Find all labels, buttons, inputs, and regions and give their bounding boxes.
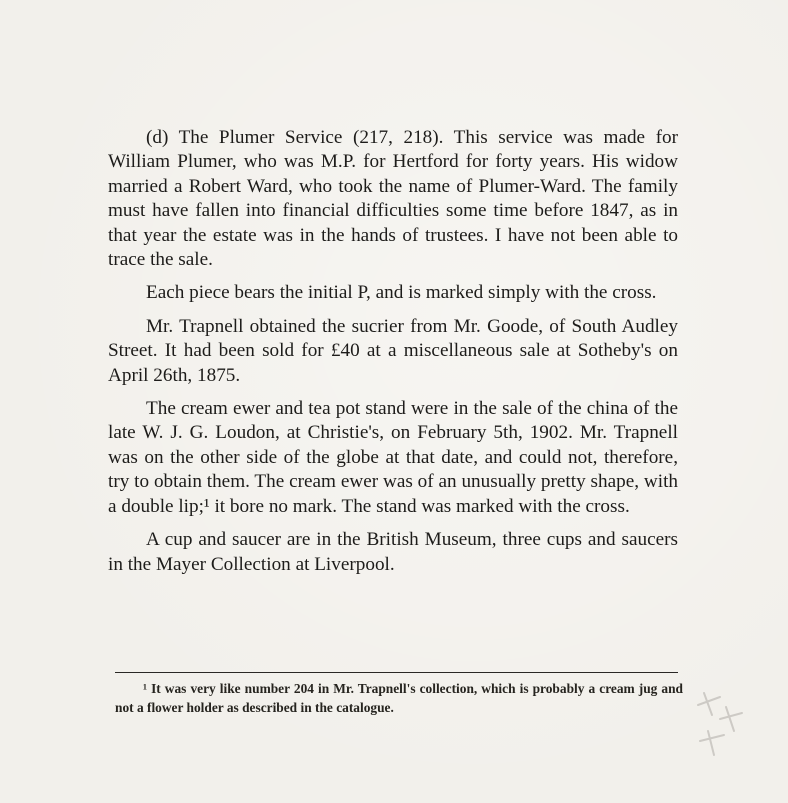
paragraph-plumer-service: (d) The Plumer Service (217, 218). This service was made for William Plumer, who was M.P. for Hertford for forty years. His widow married a Robert Ward, who took the name of Plumer-Ward. The family must have fallen into financial difficulties some time before 1847, as in that year the estate was in the hands of trustees. I have not been able to trace the sale. (108, 127, 678, 271)
body-text (108, 126, 678, 586)
paragraph-initial-p: Each piece bears the initial P, and is marked simply with the cross. (146, 282, 657, 304)
paragraph-sucrier: Mr. Trapnell obtained the sucrier from Mr. Goode, of South Audley Street. It had been sold for £40 at a miscellaneous sale at Sotheby's on April 26th, 1875. (108, 315, 678, 386)
footnote-divider (115, 672, 678, 673)
paragraph-cup-and-saucer: A cup and saucer are in the British Museum, three cups and saucers in the Mayer Collection at Liverpool. (108, 529, 678, 575)
footnote: ¹ It was very like number 204 in Mr. Trapnell's collection, which is probably a cream jug and not a flower holder as described in the catalogue. (115, 681, 683, 715)
pencil-annotation-mark (690, 685, 760, 765)
paragraph-cream-ewer: The cream ewer and tea pot stand were in the sale of the china of the late W. J. G. Loudon, at Christie's, on February 5th, 1902. Mr. Trapnell was on the other side of the globe at that date, and could not, therefore, try to obtain them. The cream ewer was of an unusually pretty shape, with a double lip;¹ it bore no mark. The stand was marked with the cross. (108, 398, 678, 517)
